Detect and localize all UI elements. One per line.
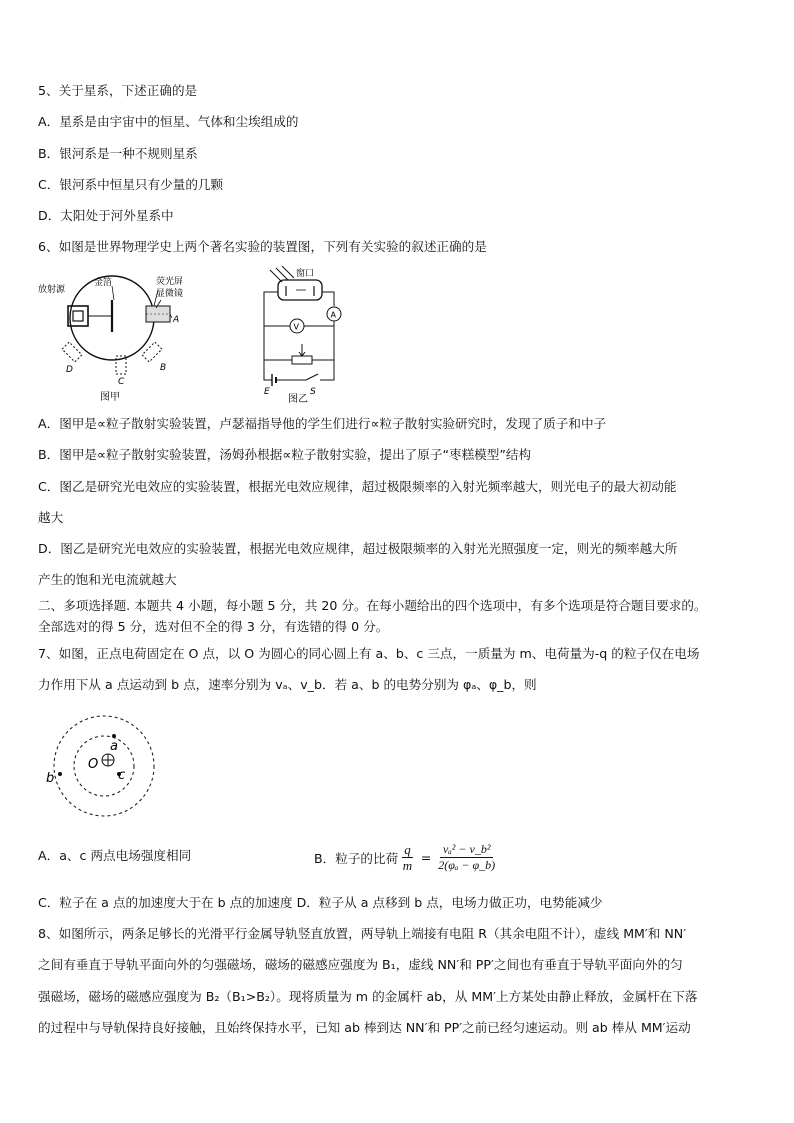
label-window: 窗口 — [296, 269, 315, 279]
q8-stem-line4: 的过程中与导轨保持良好接触，且始终保持水平，已知 ab 棒到达 NN′和 PP′之前已经匀速运动。则 ab 棒从 MM′运动 — [38, 1020, 691, 1035]
caption-yi: 图乙 — [288, 394, 308, 404]
label-microscope: 显微镜 — [156, 289, 184, 299]
label-c: c — [118, 768, 126, 783]
equals-sign: = — [420, 849, 432, 865]
label-ammeter: A — [330, 310, 336, 320]
q8-stem-line3: 强磁场，磁场的磁感应强度为 B₂（B₁>B₂）。现将质量为 m 的金属杆 ab，从 MM′上方某处由静止释放，金属杆在下落 — [38, 989, 698, 1004]
microscope-b — [142, 342, 162, 362]
q7-option-b-prefix: B．粒子的比荷 — [314, 850, 399, 866]
point-b — [58, 772, 62, 776]
q7-stem-line1: 7、如图，正点电荷固定在 O 点，以 O 为圆心的同心圆上有 a、b、c 三点，一质量为 m、电荷量为-q 的粒子仅在电场 — [38, 646, 700, 661]
label-a: a — [110, 739, 118, 754]
ratio-numerator: q — [404, 841, 411, 857]
label-b: B — [160, 363, 167, 373]
switch — [306, 374, 318, 380]
q6-option-d-line2: 产生的饱和光电流就越大 — [38, 572, 177, 587]
microscope-d — [62, 342, 82, 362]
label-foil: 金箔 — [94, 278, 113, 288]
caption-jia: 图甲 — [100, 392, 120, 403]
q5-option-c: C．银河系中恒星只有少量的几颗 — [38, 177, 224, 192]
q7-options-cd: C．粒子在 a 点的加速度大于在 b 点的加速度 D．粒子从 a 点移到 b 点，电场力做正功，电势能减少 — [38, 895, 603, 910]
section2-line1: 二、多项选择题. 本题共 4 小题，每小题 5 分，共 20 分。在每小题给出的四个选项中，有多个选项是符合题目要求的。 — [38, 598, 707, 613]
label-e: E — [264, 387, 270, 397]
label-s: S — [310, 387, 316, 397]
q5-stem: 5、关于星系，下述正确的是 — [38, 83, 198, 98]
q7-stem-line2: 力作用下从 a 点运动到 b 点，速率分别为 vₐ、v_b．若 a、b 的电势分别为 φₐ、φ_b，则 — [38, 677, 537, 692]
q6-option-b: B．图甲是∝粒子散射实验装置，汤姆孙根据∝粒子散射实验，提出了原子“枣糕模型”结构 — [38, 447, 532, 462]
rheostat — [292, 356, 312, 364]
q6-option-d-line1: D．图乙是研究光电效应的实验装置，根据光电效应规律，超过极限频率的入射光光照强度一定，则光的频率越大所 — [38, 541, 678, 556]
ratio-fraction — [402, 842, 413, 873]
label-c: C — [118, 377, 125, 387]
ratio-denominator: m — [402, 857, 413, 873]
figure-photoelectric — [252, 264, 362, 404]
outer-circle — [54, 716, 154, 816]
label-screen: 荧光屏 — [156, 277, 184, 287]
q7-option-a: A．a、c 两点电场强度相同 — [38, 848, 192, 863]
formula-fraction — [435, 842, 498, 873]
label-source: 放射源 — [38, 285, 66, 295]
q5-option-b: B．银河系是一种不规则星系 — [38, 146, 198, 161]
label-o: O — [88, 757, 99, 772]
q7-option-b — [314, 836, 498, 878]
q8-stem-line1: 8、如图所示，两条足够长的光滑平行金属导轨竖直放置，两导轨上端接有电阻 R（其余电阻不计），虚线 MM′和 NN′ — [38, 926, 687, 941]
q8-stem-line2: 之间有垂直于导轨平面向外的匀强磁场，磁场的磁感应强度为 B₁，虚线 NN′和 PP′之间也有垂直于导轨平面向外的匀 — [38, 957, 683, 972]
section2-line2: 全部选对的得 5 分，选对但不全的得 3 分，有选错的得 0 分。 — [38, 619, 389, 634]
formula-denominator: 2(φₐ − φ_b) — [438, 857, 496, 872]
q6-stem: 6、如图是世界物理学史上两个著名实验的装置图，下列有关实验的叙述正确的是 — [38, 239, 487, 254]
q6-option-c-line2: 越大 — [38, 510, 64, 525]
q6-option-c-line1: C．图乙是研究光电效应的实验装置，根据光电效应规律，超过极限频率的入射光频率越大，则光电子的最大初动能 — [38, 479, 677, 494]
label-voltmeter: V — [293, 322, 299, 332]
q5-option-d: D．太阳处于河外星系中 — [38, 208, 174, 223]
label-b: b — [46, 771, 55, 786]
point-a — [112, 734, 116, 738]
inner-circle — [74, 736, 134, 796]
formula-numerator: vₐ² − v_b² — [440, 842, 493, 858]
q6-option-a: A．图甲是∝粒子散射实验装置，卢瑟福指导他的学生们进行∝粒子散射实验研究时，发现了质子和中子 — [38, 416, 607, 431]
figure-alpha-scattering — [36, 268, 196, 404]
label-a: A — [173, 315, 180, 325]
label-d: D — [66, 365, 73, 375]
figure-concentric-circles — [40, 712, 164, 830]
q5-option-a: A．星系是由宇宙中的恒星、气体和尘埃组成的 — [38, 114, 299, 129]
